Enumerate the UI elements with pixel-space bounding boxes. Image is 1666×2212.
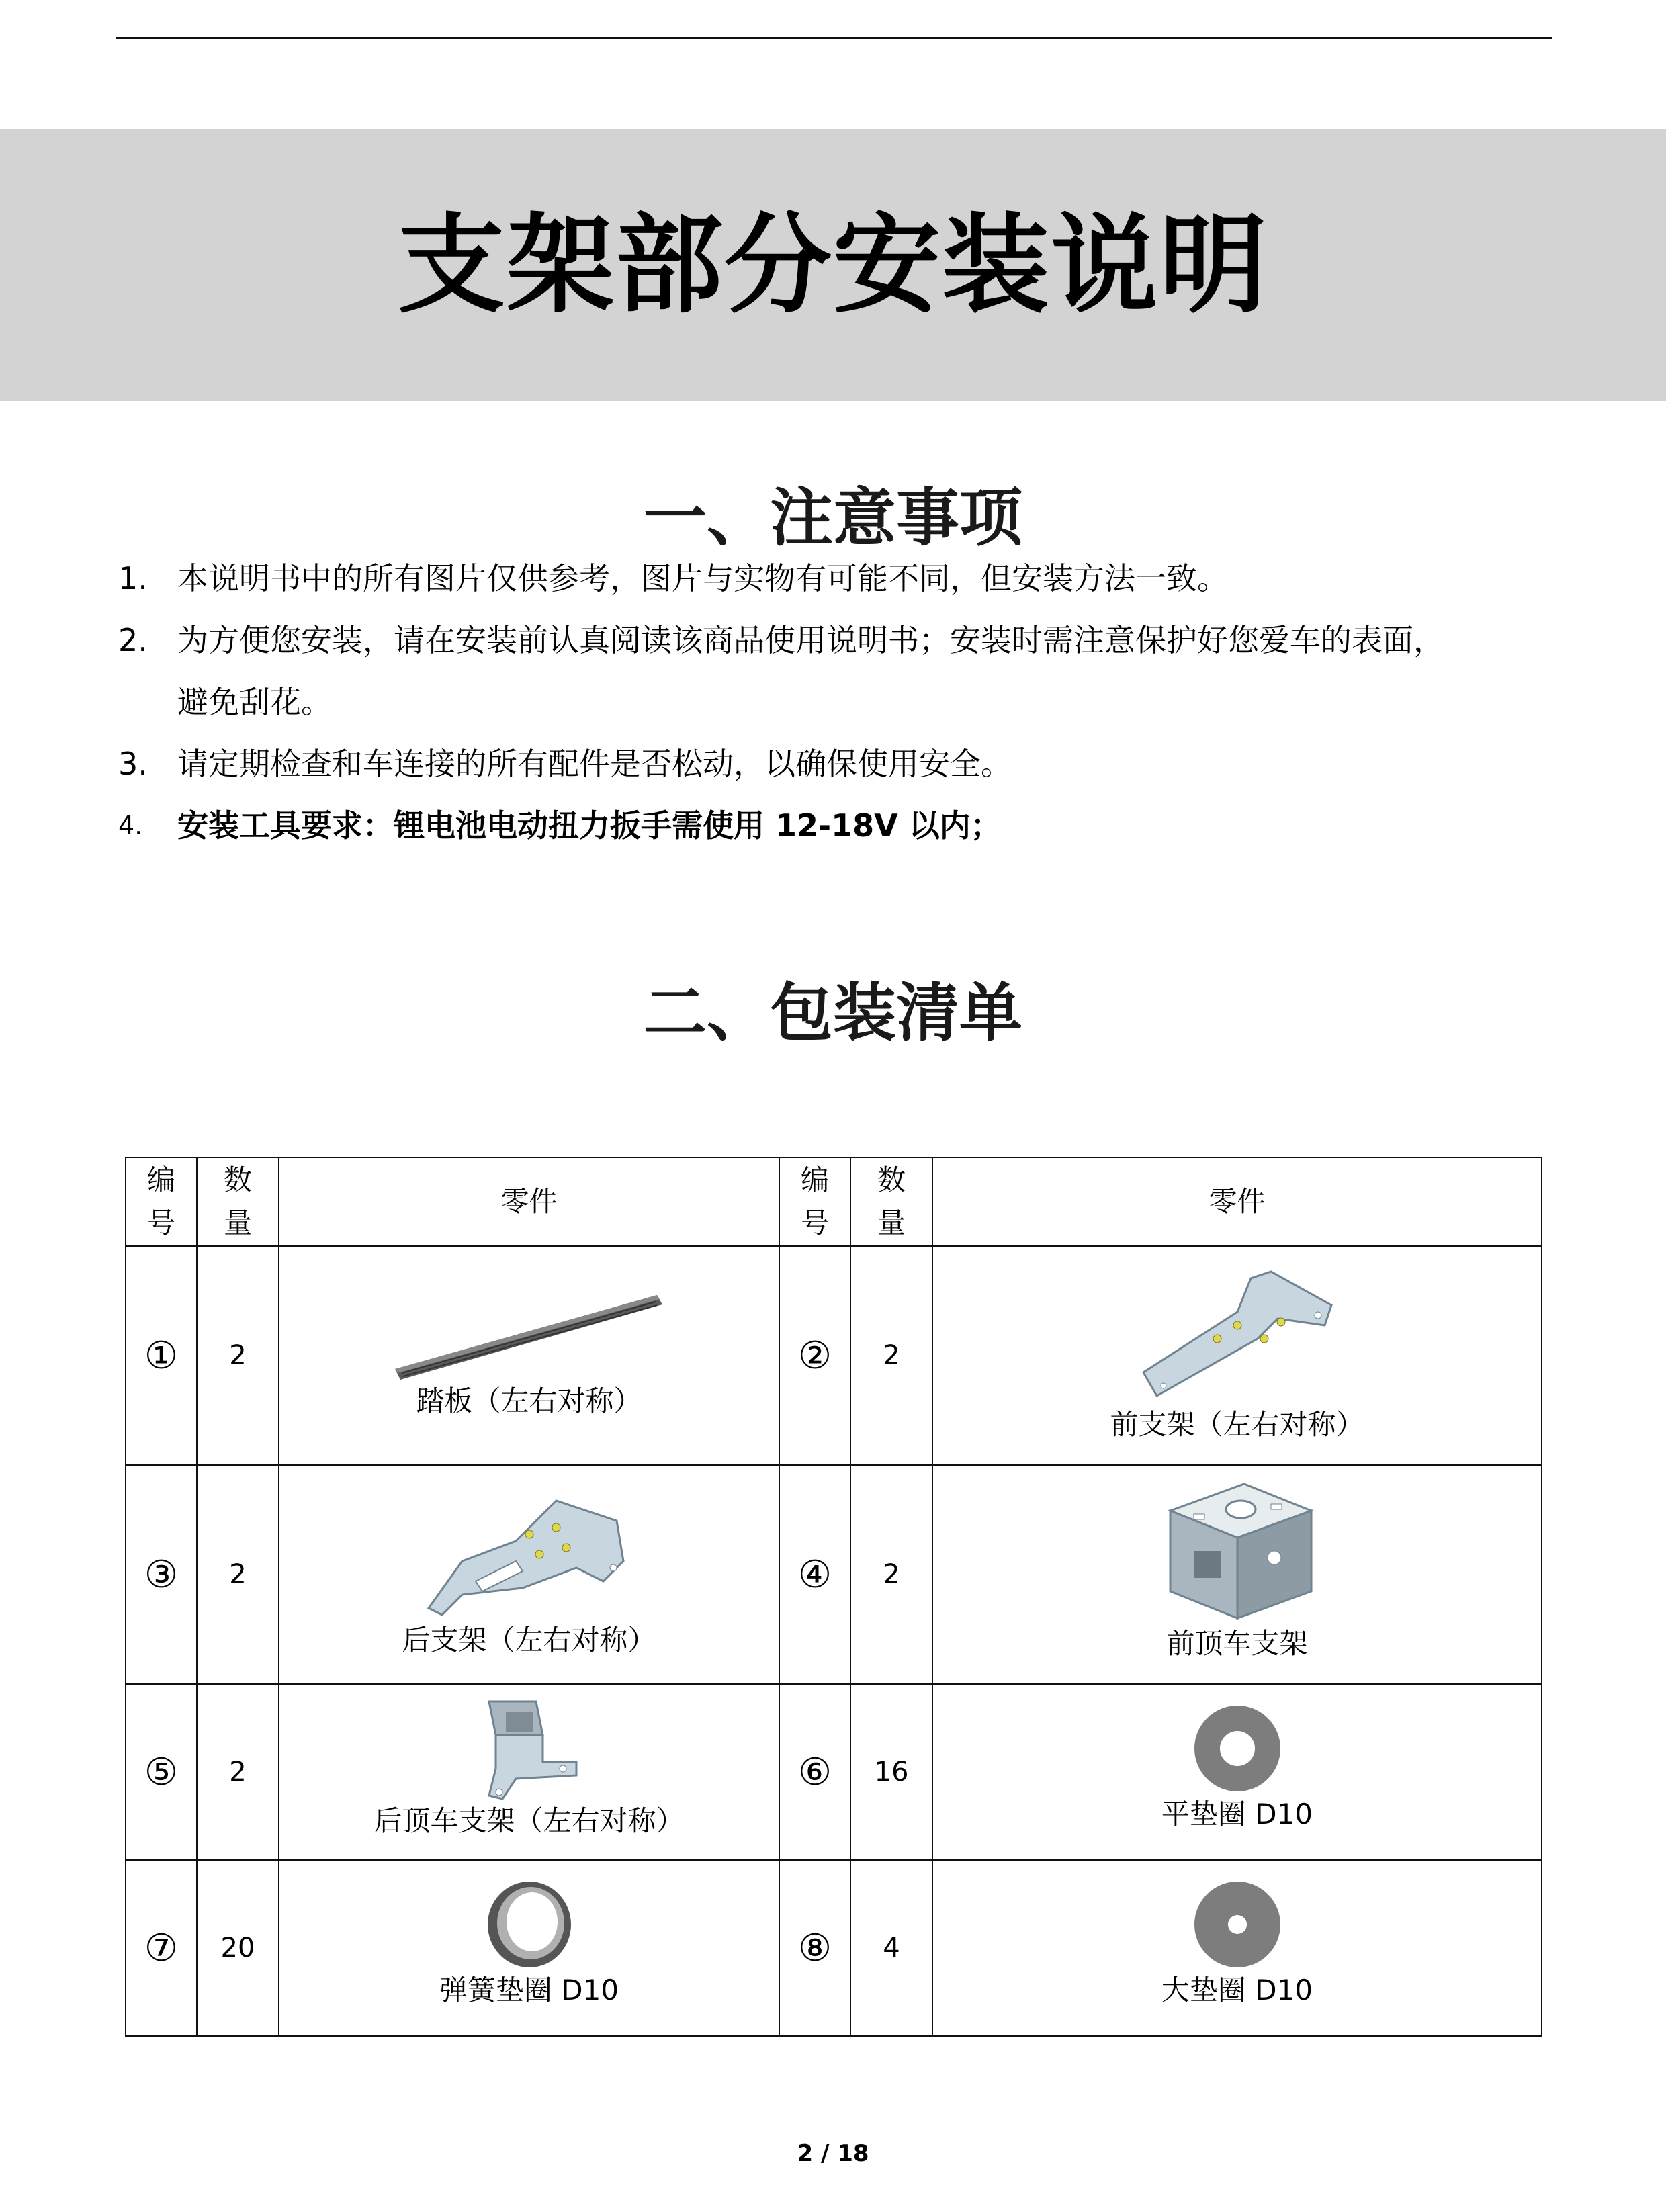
large-washer-icon [1190,1877,1284,1972]
part-cell [279,1465,779,1684]
part-name: 前顶车支架 [1166,1627,1308,1660]
part-id: ⑦ [126,1860,197,2036]
part-qty: 2 [850,1465,932,1684]
front-jack-bracket-icon [1157,1477,1318,1625]
note-item-4: 4. 安装工具要求：锂电池电动扭力扳手需使用 12-18V 以内； [118,807,1002,844]
part-name: 后支架（左右对称） [402,1624,656,1656]
table-row [126,1860,1542,2036]
table-row [126,1684,1542,1860]
section-heading-packing: 二、包装清单 [643,977,1022,1050]
part-qty: 2 [197,1465,279,1684]
part-id: ④ [779,1465,850,1684]
part-cell [932,1465,1542,1684]
table-row [126,1465,1542,1684]
part-id: ⑤ [126,1684,197,1860]
part-id: ③ [126,1465,197,1684]
header-qty: 数量 [197,1157,279,1246]
part-name: 弹簧垫圈 D10 [439,1974,619,2006]
note-item-1: 1. 本说明书中的所有图片仅供参考，图片与实物有可能不同，但安装方法一致。 [118,560,1228,596]
page-number: 2 / 18 [797,2140,869,2167]
part-name: 平垫圈 D10 [1161,1798,1313,1830]
note-item-3: 3. 请定期检查和车连接的所有配件是否松动，以确保使用安全。 [118,746,1012,782]
spring-washer-icon [482,1877,576,1972]
part-name: 大垫圈 D10 [1161,1974,1313,2006]
part-cell [932,1860,1542,2036]
note-item-2: 2. 为方便您安装，请在安装前认真阅读该商品使用说明书；安装时需注意保护好您爱车的表面， 避免刮花。 [118,622,1444,720]
rear-bracket-icon [422,1480,637,1622]
header-qty: 数量 [850,1157,932,1246]
part-qty: 2 [197,1684,279,1860]
notes-list [116,547,1560,856]
step-board-icon [388,1282,670,1382]
part-qty: 2 [197,1246,279,1465]
part-cell [279,1684,779,1860]
part-qty: 20 [197,1860,279,2036]
part-id: ② [779,1246,850,1465]
header-id: 编号 [779,1157,850,1246]
part-name: 踏板（左右对称） [416,1384,642,1417]
part-cell [279,1860,779,2036]
section-heading-notes: 一、注意事项 [643,482,1022,555]
flat-washer-icon [1190,1701,1284,1796]
table-header-row [126,1157,1542,1246]
part-qty: 2 [850,1246,932,1465]
part-qty: 4 [850,1860,932,2036]
header-id: 编号 [126,1157,197,1246]
part-name: 后顶车支架（左右对称） [374,1804,685,1837]
part-name: 前支架（左右对称） [1110,1408,1364,1441]
front-bracket-icon [1137,1258,1338,1406]
part-id: ⑥ [779,1684,850,1860]
header-part: 零件 [279,1157,779,1246]
part-qty: 16 [850,1684,932,1860]
page-title: 支架部分安装说明 [397,202,1268,328]
header-rule [116,37,1552,39]
header-part: 零件 [932,1157,1542,1246]
part-cell [932,1684,1542,1860]
part-id: ① [126,1246,197,1465]
rear-jack-bracket-icon [476,1695,583,1802]
part-id: ⑧ [779,1860,850,2036]
packing-list-table [125,1157,1542,2037]
table-row [126,1246,1542,1465]
part-cell [279,1246,779,1465]
part-cell [932,1246,1542,1465]
